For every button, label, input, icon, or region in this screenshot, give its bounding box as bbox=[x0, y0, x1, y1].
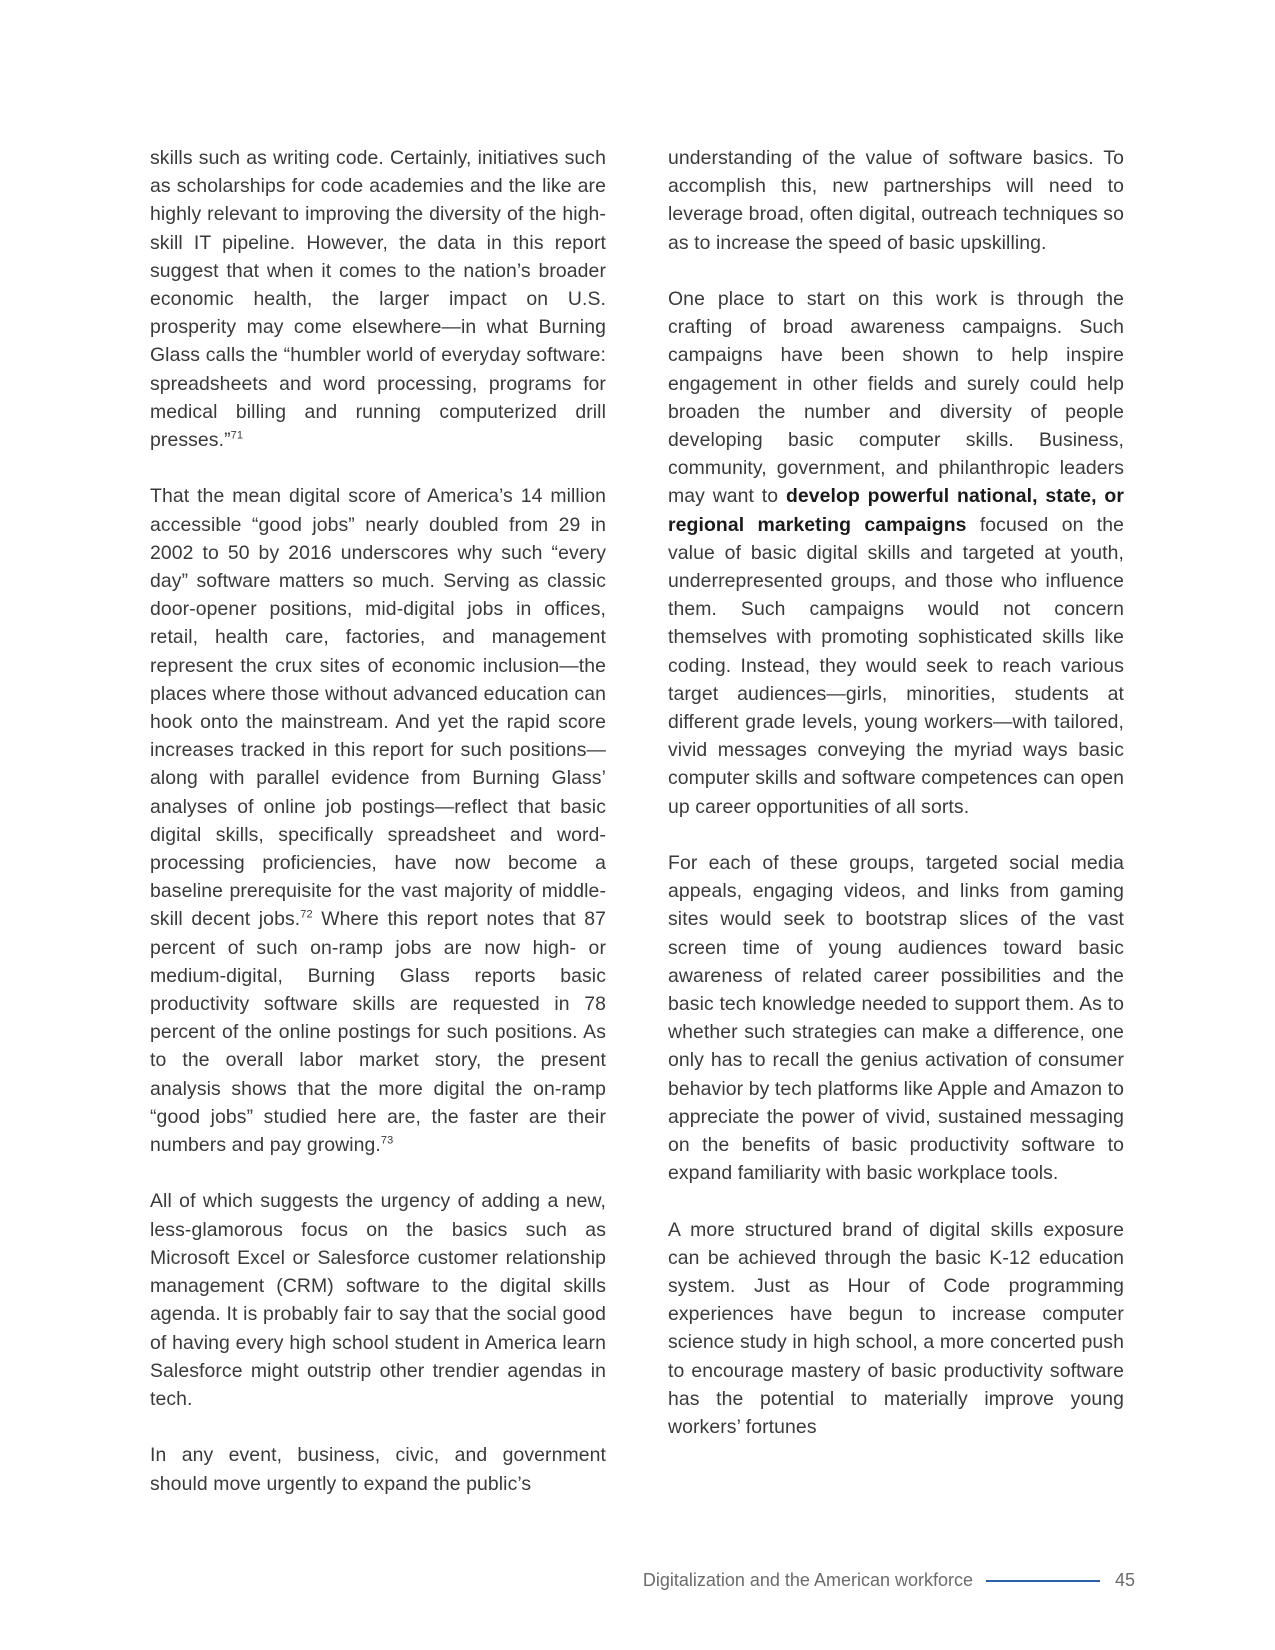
page-number: 45 bbox=[1115, 1570, 1136, 1590]
paragraph-text: That the mean digital score of America’s 14 million accessible “good jobs” nearly doubled from 29 in 2002 to 50 by 2016 underscores why such “every day” software matters so much. Serving as classic door-opener positions, mid-digital jobs in offices, retail, health care, factories, and management represent the crux sites of economic inclusion—the places where those without advanced education can hook onto the mainstream. And yet the rapid score increases tracked in this report for such positions—along with parallel evidence from Burning Glass’ analyses of online job postings—reflect that basic digital skills, specifically spreadsheet and word-processing proficiencies, have now become a baseline prerequisite for the vast majority of middle-skill decent jobs. bbox=[150, 485, 606, 931]
page-footer bbox=[0, 1568, 1275, 1592]
paragraph-text: One place to start on this work is through the crafting of broad awareness campaigns. Such campaigns have been shown to help inspire engagement in other fields and surely could help broaden the number and diversity of people developing basic computer skills. Business, community, government, and philanthropic leaders may want to bbox=[668, 288, 1124, 508]
paragraph bbox=[150, 144, 606, 454]
footer-title: Digitalization and the American workforce bbox=[642, 1570, 973, 1590]
paragraph bbox=[150, 482, 606, 1159]
paragraph: A more structured brand of digital skills exposure can be achieved through the basic K-12 education system. Just as Hour of Code programming experiences have begun to increase computer science study in high school, a more concerted push to encourage mastery of basic productivity software has the potential to materially improve young workers’ fortunes bbox=[668, 1218, 1124, 1439]
paragraph-text: skills such as writing code. Certainly, initiatives such as scholarships for code academies and the like are highly relevant to improving the diversity of the high-skill IT pipeline. However, the data in this report suggest that when it comes to the nation’s broader economic health, the larger impact on U.S. prosperity may come elsewhere—in what Burning Glass calls the “humbler world of everyday software: spreadsheets and word processing, programs for medical billing and running computerized drill presses.” bbox=[150, 147, 606, 452]
paragraph-text: Where this report notes that 87 percent of such on-ramp jobs are now high- or medium-digital, Burning Glass reports basic productivity software skills are requested in 78 percent of the online postings for such positions. As to the overall labor market story, the present analysis shows that the more digital the on-ramp “good jobs” studied here are, the faster are their numbers and pay growing. bbox=[150, 908, 607, 1157]
paragraph: For each of these groups, targeted social media appeals, engaging videos, and links from gaming sites would seek to bootstrap slices of the vast screen time of young audiences toward basic awareness of related career possibilities and the basic tech knowledge needed to support them. As to whether such strategies can make a difference, one only has to recall the genius activation of consumer behavior by tech platforms like Apple and Amazon to appreciate the power of vivid, sustained messaging on the benefits of basic productivity software to expand familiarity with basic workplace tools. bbox=[668, 852, 1124, 1185]
footer-rule bbox=[986, 1580, 1100, 1582]
paragraph: All of which suggests the urgency of adding a new, less-glamorous focus on the basics such as Microsoft Excel or Salesforce customer relationship management (CRM) software to the digital skills agenda. It is probably fair to say that the social good of having every high school student in America learn Salesforce might outstrip other trendier agendas in tech. bbox=[150, 1190, 606, 1410]
paragraph-text: focused on the value of basic digital skills and targeted at youth, underrepresented groups, and those who influence them. Such campaigns would not concern themselves with promoting sophisticated skills like coding. Instead, they would seek to reach various target audiences—girls, minorities, students at different grade levels, young workers—with tailored, vivid messages conveying the myriad ways basic computer skills and software competences can open up career opportunities of all sorts. bbox=[668, 513, 1124, 818]
footnote-marker[interactable]: 71 bbox=[230, 429, 244, 442]
left-text-column bbox=[150, 144, 606, 1498]
paragraph: In any event, business, civic, and government should move urgently to expand the public’s bbox=[150, 1444, 606, 1495]
paragraph: understanding of the value of software basics. To accomplish this, new partnerships will need to leverage broad, often digital, outreach techniques so as to increase the speed of basic upskilling. bbox=[668, 147, 1124, 254]
footnote-marker[interactable]: 72 bbox=[300, 909, 313, 921]
footnote-marker[interactable]: 73 bbox=[380, 1134, 394, 1147]
paragraph bbox=[668, 285, 1124, 821]
right-text-column bbox=[668, 144, 1124, 1441]
emphasis-text: develop powerful national, state, or regional marketing campaigns bbox=[668, 485, 1124, 536]
